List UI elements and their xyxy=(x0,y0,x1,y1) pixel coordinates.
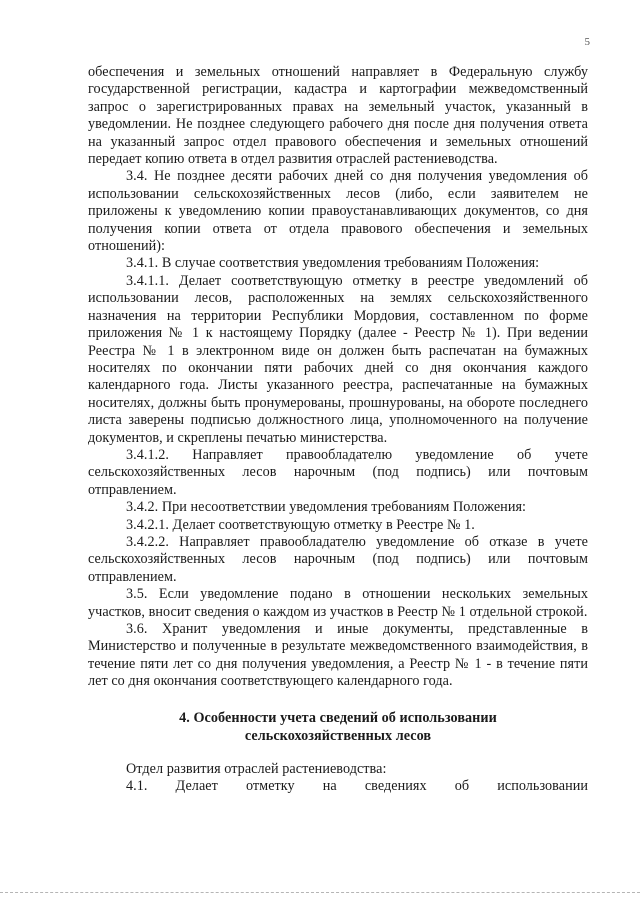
paragraph-3-4-2-1: 3.4.2.1. Делает соответствующую отметку в Реестре № 1. xyxy=(126,516,475,533)
page-number: 5 xyxy=(584,36,590,48)
paragraph-3-4-1: 3.4.1. В случае соответствия уведомления требованиям Положения: xyxy=(126,255,540,272)
section-heading-line-2: сельскохозяйственных лесов xyxy=(244,727,432,744)
paragraph-3-4-1-1: 3.4.1.1. Делает соответствующую отметку в реестре уведомлений об использовании лесов, расположенных на землях сельскохозяйственного назначения на территории Республики Мордовия, составленном по форме приложения № 1 к настоящему Порядку (далее - Реестр № 1). При ведении Реестра № 1 в электронном виде он должен быть распечатан на бумажных носителях по окончании пяти рабочих дней со дня окончания каждого календарного года. Листы указанного реестра, распечатанные на бумажных носителях, должны быть пронумерованы, прошнурованы, на обороте последнего листа заверены подписью должностного лица, уполномоченного на получение документов, и скреплены печатью министерства. xyxy=(88,272,588,446)
paragraph-3-6: 3.6. Хранит уведомления и иные документы, представленные в Министерство и полученные в результате межведомственного взаимодействия, в течение пяти лет со дня получения уведомления, а Реестр № 1 - в течение пяти лет со дня окончания соответствующего календарного года. xyxy=(88,621,588,690)
section-heading-line-1: 4. Особенности учета сведений об использовании xyxy=(179,709,497,726)
paragraph-3-5: 3.5. Если уведомление подано в отношении нескольких земельных участков, вносит сведения о каждом из участков в Реестр № 1 отдельной строкой. xyxy=(88,586,588,620)
paragraph-3-4: 3.4. Не позднее десяти рабочих дней со дня получения уведомления об использовании сельскохозяйственных лесов (либо, если заявителем не приложены к уведомлению копии правоустанавливающих документов, со дня получения копии ответа от отдела правового обеспечения и земельных отношений): xyxy=(88,168,588,255)
paragraph-3-4-2: 3.4.2. При несоответствии уведомления требованиям Положения: xyxy=(126,499,527,516)
paragraph-continuation: обеспечения и земельных отношений направляет в Федеральную службу государственной регистрации, кадастра и картографии межведомственный запрос о зарегистрированных правах на земельный участок, указанный в уведомлении. Не позднее следующего рабочего дня после дня получения ответа на указанный запрос отдел правового обеспечения и земельных отношений передает копию ответа в отдел развития отраслей растениеводства. xyxy=(88,64,588,168)
paragraph-3-4-2-2: 3.4.2.2. Направляет правообладателю уведомление об отказе в учете сельскохозяйственных лесов нарочным (под подпись) или почтовым отправлением. xyxy=(88,533,588,585)
document-body xyxy=(88,64,588,795)
paragraph-4-1: 4.1. Делает отметку на сведениях об использовании xyxy=(126,778,588,795)
section-intro: Отдел развития отраслей растениеводства: xyxy=(126,760,387,777)
page-bottom-edge xyxy=(0,892,640,893)
section-heading xyxy=(88,709,588,745)
paragraph-3-4-1-2: 3.4.1.2. Направляет правообладателю уведомление об учете сельскохозяйственных лесов нарочным (под подпись) или почтовым отправлением. xyxy=(88,446,588,498)
